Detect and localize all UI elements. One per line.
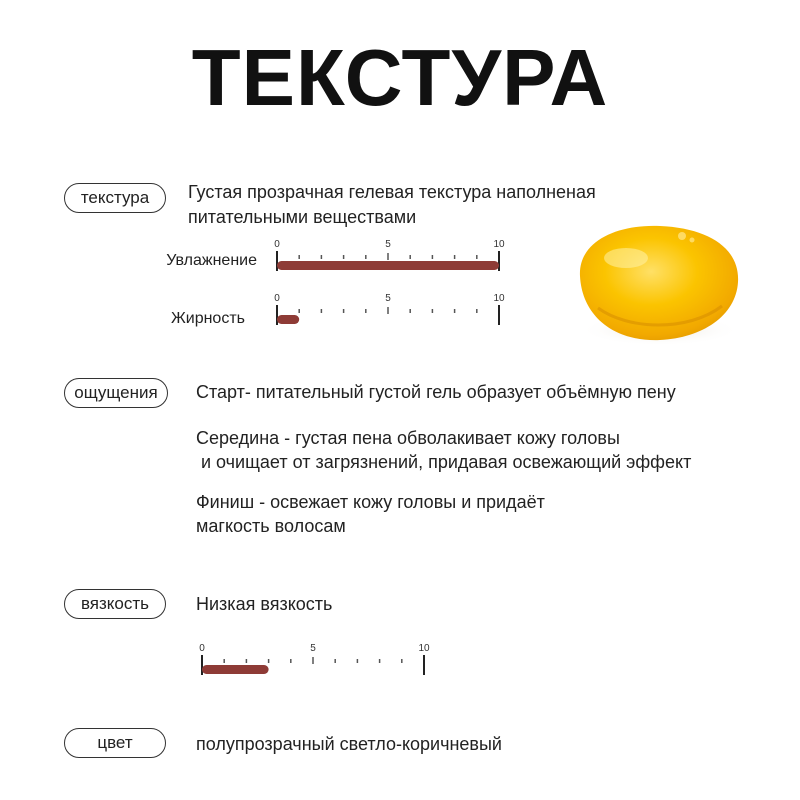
sensations-middle-line1: Середина - густая пена обволакивает кожу головы [196,428,620,448]
moisture-tick-label-0: 0 [274,239,280,250]
oiliness-tick-label-5: 5 [385,293,391,304]
sensations-pill: ощущения [64,378,168,408]
viscosity-pill: вязкость [64,589,166,619]
sensations-middle-line2: и очищает от загрязнений, придавая освежающий эффект [196,452,692,472]
oiliness-tick-label-0: 0 [274,293,280,304]
moisture-meter [272,236,512,280]
viscosity-tick-label-0: 0 [199,643,205,654]
texture-description-line2: питательными веществами [188,207,417,227]
gel-drop-image [568,218,744,348]
moisture-value-bar [277,261,499,270]
viscosity-meter [197,640,437,684]
viscosity-tick-label-10: 10 [418,643,430,654]
moisture-tick-label-5: 5 [385,239,391,250]
viscosity-description: Низкая вязкость [196,594,333,614]
oiliness-value-bar [277,315,299,324]
moisture-tick-label-10: 10 [493,239,505,250]
sensations-start: Старт- питательный густой гель образует объёмную пену [196,382,676,402]
oiliness-meter [272,290,512,334]
oiliness-label: Жирность [170,310,245,327]
viscosity-tick-label-5: 5 [310,643,316,654]
oiliness-tick-label-10: 10 [493,293,505,304]
moisture-label: Увлажнение [166,252,257,269]
texture-description-line1: Густая прозрачная гелевая текстура наполненая [188,182,596,202]
color-pill: цвет [64,728,166,758]
sensations-finish-line1: Финиш - освежает кожу головы и придаёт [196,492,545,512]
texture-pill: текстура [64,183,166,213]
page-title: ТЕКСТУРА [191,33,609,122]
color-description: полупрозрачный светло-коричневый [196,734,502,754]
sensations-finish-line2: магкость волосам [196,516,346,536]
viscosity-value-bar [202,665,269,674]
